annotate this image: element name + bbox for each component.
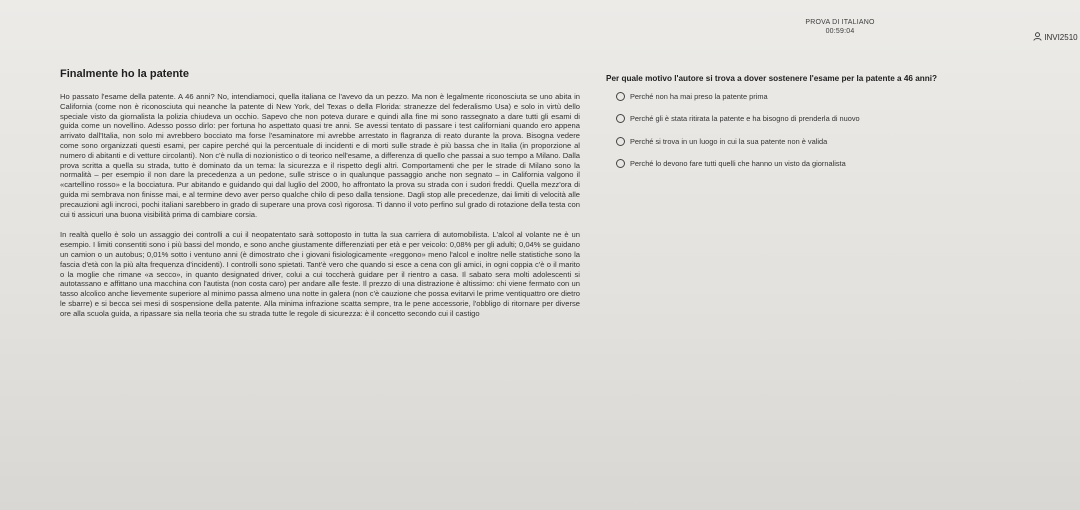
exam-header [790, 18, 890, 36]
answer-option-label: Perché gli è stata ritirata la patente e ha bisogno di prenderla di nuovo [630, 114, 860, 123]
question-text: Per quale motivo l'autore si trova a dover sostenere l'esame per la patente a 46 anni? [606, 74, 938, 83]
radio-unselected-icon[interactable] [616, 92, 625, 101]
radio-unselected-icon[interactable] [616, 114, 625, 123]
answer-option-1[interactable] [606, 90, 1006, 102]
answer-option-label: Perché non ha mai preso la patente prima [630, 91, 768, 101]
question-panel [606, 74, 1006, 180]
radio-unselected-icon[interactable] [616, 137, 625, 146]
exam-name: PROVA DI ITALIANO [805, 19, 875, 26]
radio-unselected-icon[interactable] [616, 159, 625, 168]
answer-option-label: Perché si trova in un luogo in cui la sua patente non è valida [630, 136, 828, 146]
user-badge [1033, 32, 1078, 42]
text-title: Finalmente ho la patente [60, 68, 189, 80]
answer-option-3[interactable] [606, 135, 1006, 147]
exam-timer: 00:59:04 [825, 28, 855, 35]
answer-option-2[interactable] [606, 113, 1006, 125]
user-id: INVI2510 [1044, 33, 1078, 42]
text-paragraph-2: In realtà quello è solo un assaggio dei controlli a cui il neopatentato sarà sottoposto in tutta la sua carriera di automobilista. L'alcol al volante ne è un esempio. I limiti consentiti sono i più bassi del mondo, e sono anche giustamente differenziati per età e per veicolo: 0,08% per gli adulti; 0,04% se guidano un camion o un autobus; 0,01% sotto i ventuno anni (è dimostrato che i giovani fisiologicamente «reggono» meno l'alcol e inoltre nelle statistiche sono la fascia d'età con la più alta frequenza d'incidenti). I controlli sono spietati. Tant'è vero che quando si esce a cena con gli amici, in ogni coppia c'è o il marito o la moglie che rimane «a secco», in quanto designated driver, colui a cui toccherà guidare per il rientro a casa. Il sabato sera molti adolescenti si autotassano e affittano una macchina con l'autista (non costa caro) per andare alle feste. Il prezzo di una distrazione è altissimo: chi viene fermato con un tasso alcolico anche lievemente superiore al minimo passa almeno una notte in galera (non c'è cauzione che possa evitarvi le prime ventiquattro ore dietro le sbarre) e si becca sei mesi di sospensione della patente. Alla minima infrazione scatta sempre, tra le pene accessorie, l'obbligo di ritornare per diverse ore alla scuola guida, a ripassare sia nella teoria che su strada tutte le regole di sicurezza: è il concetto secondo cui il castigo [60, 230, 580, 318]
answer-option-label: Perché lo devono fare tutti quelli che hanno un visto da giornalista [630, 159, 846, 168]
answer-option-4[interactable] [606, 158, 1006, 170]
text-paragraph-1: Ho passato l'esame della patente. A 46 anni? No, intendiamoci, quella italiana ce l'avevo da un pezzo. Ma non è legalmente riconosciuta se uno abita in California (come non è riconosciuta qui neanche la patente di New York, del Texas o della Florida: stranezze del federalismo Usa) e solo in virtù dello speciale visto da giornalista la polizia chiudeva un occhio. Sapevo che non poteva durare e quindi alla fine mi sono rassegnato a dare tutti gli esami di guida come un novellino. Adesso posso dirlo: per fortuna ho aspettato quasi tre anni. Se avessi tentato di passare i test californiani quando ero appena arrivato dall'Italia, non solo mi avrebbero bocciato ma forse l'esaminatore mi avrebbe arrestato in flagranza di reato durante la prova. Bisogna vedere come sono organizzati questi esami, per capire perché qui la percentuale di incidenti e di morti sulle strade è più bassa che in Italia (in proporzione al numero di abitanti e di vetture circolanti). Non c'è nulla di nozionistico o di teorico nell'esame, a differenza di quello che passai a suo tempo a Milano. Dalla prova scritta a quella su strada, tutto è dominato da un tema: la sicurezza e il rispetto degli altri. Comportamenti che per le strade di Milano sono la normalità – per esempio il non dare la precedenza a un pedone, sulle strisce o in qualunque passaggio anche non segnato – in California valgono il «cartellino rosso» e la bocciatura. Pur abitando e guidando qui dal luglio del 2000, ho affrontato la prova su strada con i sudori freddi. Quella mezz'ora di guida mi sembrava non finisse mai, e al termine devo aver perso qualche chilo di peso dalla tensione. Dagli stop alle precedenze, dai limiti di velocità alle precauzioni agli incroci, pochi italiani sarebbero in grado di superare una prova così rigorosa. Ti danno il voto perfino sul grado di rotazione della testa con cui ti assicuri una buona visibilità prima di cambiare corsia. [60, 92, 580, 219]
reading-text-panel [60, 68, 580, 319]
user-icon [1033, 32, 1042, 41]
